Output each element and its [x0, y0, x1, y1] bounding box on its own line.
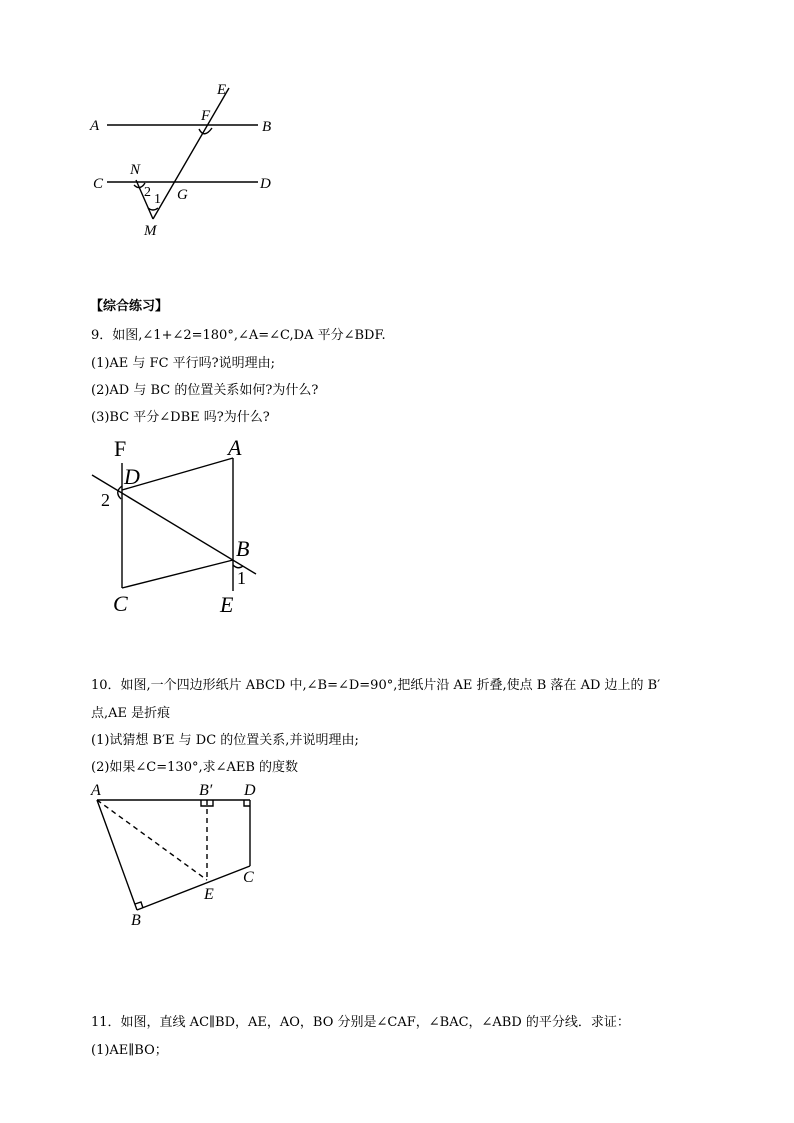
label-b: B [262, 119, 272, 135]
label-e: E [217, 82, 227, 98]
label-a: A [228, 435, 242, 460]
right-angle-mark-d [244, 800, 250, 806]
label-e: E [220, 592, 234, 617]
q11-part1: (1)AE∥BO； [91, 1043, 168, 1058]
label-f: F [114, 436, 127, 461]
label-e: E [204, 886, 214, 903]
label-1: 1 [154, 192, 161, 207]
label-d: D [244, 782, 256, 799]
q9-part1: (1)AE 与 FC 平行吗?说明理由; [91, 356, 276, 371]
fold-line-ae [97, 800, 207, 880]
q9-part3: (3)BC 平分∠DBE 吗?为什么? [91, 410, 270, 425]
label-1: 1 [237, 568, 246, 588]
label-a: A [90, 118, 100, 134]
q10-part2: (2)如果∠C=130°,求∠AEB 的度数 [91, 760, 299, 775]
label-2: 2 [144, 185, 151, 200]
label-c: C [243, 869, 254, 886]
label-g: G [177, 187, 188, 203]
label-2: 2 [101, 490, 110, 510]
label-c: C [93, 176, 104, 192]
q11-stem: 11．如图，直线 AC∥BD，AE，AO，BO 分别是∠CAF，∠BAC，∠ABD 的平分线．求证： [91, 1015, 630, 1030]
label-b: B [236, 536, 250, 561]
label-a: A [91, 782, 101, 799]
label-n: N [130, 162, 141, 178]
q10-stem-line2: 点,AE 是折痕 [91, 706, 171, 721]
section-header: 【综合练习】 [90, 299, 169, 314]
label-d: D [260, 176, 271, 192]
label-m: M [144, 223, 157, 239]
label-b: B [131, 912, 141, 929]
segment-ba [97, 800, 137, 910]
label-c: C [113, 591, 128, 616]
q10-part1: (1)试猜想 B′E 与 DC 的位置关系,并说明理由; [91, 733, 359, 748]
label-f: F [201, 108, 211, 124]
q9-stem: 9．如图,∠1+∠2=180°,∠A=∠C,DA 平分∠BDF. [91, 328, 386, 343]
label-d: D [124, 464, 140, 489]
label-bprime: B′ [199, 782, 213, 799]
segment-cb [137, 866, 250, 910]
q9-part2: (2)AD 与 BC 的位置关系如何?为什么? [91, 383, 319, 398]
q10-stem-line1: 10．如图,一个四边形纸片 ABCD 中,∠B=∠D=90°,把纸片沿 AE 折叠,使点 B 落在 AD 边上的 B′ [91, 678, 661, 693]
